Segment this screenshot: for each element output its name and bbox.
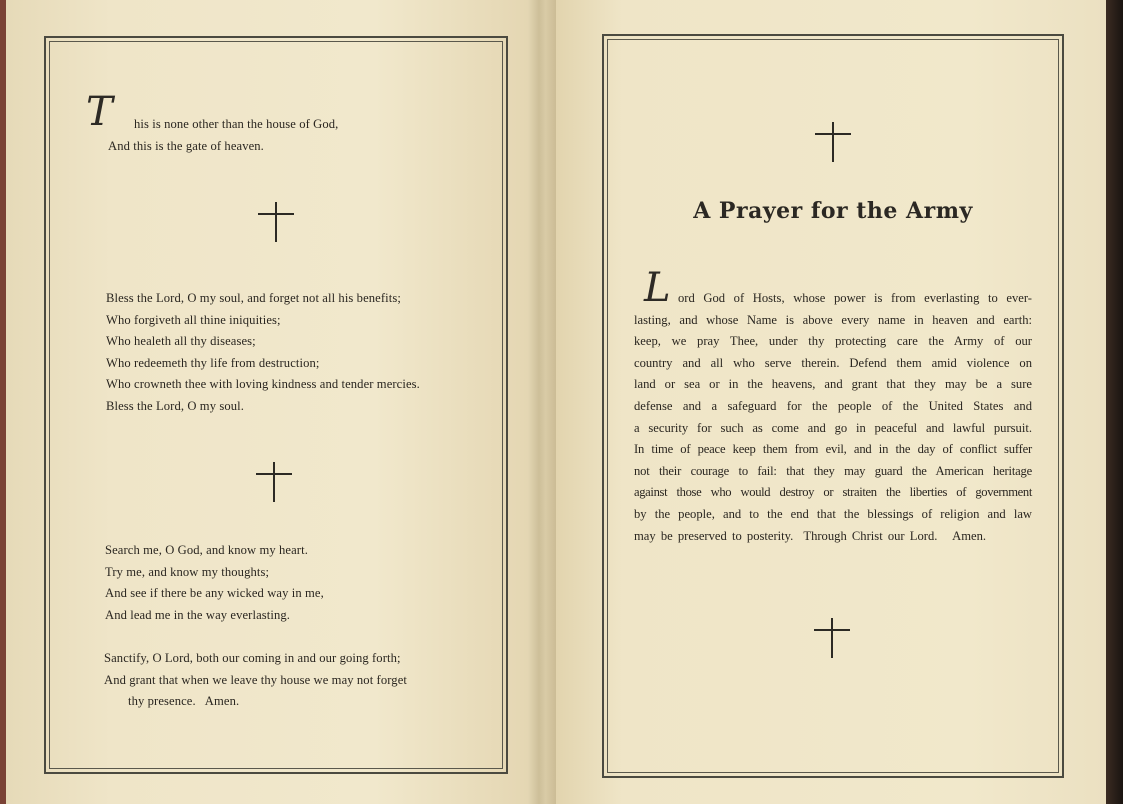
verse-line: Sanctify, O Lord, both our coming in and our going forth; [104, 651, 401, 665]
cross-icon [815, 122, 851, 162]
verse-line: And grant that when we leave thy house we may not forget [104, 672, 407, 687]
verse-search-me [105, 540, 324, 626]
prayer-text [634, 288, 1032, 547]
prayer-line: defense and a safeguard for the people of the United States and [634, 398, 1032, 413]
cross-icon [814, 618, 850, 658]
book-cover-edge-right [1106, 0, 1123, 804]
verse-line: Who redeemeth thy life from destruction; [106, 355, 320, 370]
verse-line: And lead me in the way everlasting. [105, 607, 291, 622]
prayer-line: country and all who serve therein. Defend them amid violence on [634, 355, 1032, 370]
prayer-line: not their courage to fail: that they may guard the American heritage [634, 463, 1032, 478]
prayer-line: by the people, and to the end that the blessings of religion and law [634, 506, 1032, 521]
cross-icon [256, 462, 292, 502]
prayer-line: may be preserved to posterity. Through Christ our Lord. Amen. [634, 528, 987, 543]
verse-gate-of-heaven [108, 136, 264, 158]
left-dropcap: T [86, 89, 113, 135]
verse-line: And this is the gate of heaven. [108, 138, 264, 153]
prayer-line: keep, we pray Thee, under thy protecting care the Army of our [634, 334, 1032, 349]
prayer-line: ord God of Hosts, whose power is from everlasting to ever- [678, 291, 1032, 305]
right-dropcap: L [644, 265, 671, 311]
prayer-line: a security for such as come and go in peaceful and lawful pursuit. [634, 420, 1032, 435]
prayer-line: land or sea or in the heavens, and grant that they may be a sure [634, 377, 1032, 392]
verse-line: And see if there be any wicked way in me, [105, 586, 324, 601]
cross-icon [258, 202, 294, 242]
verse-line: his is none other than the house of God, [134, 117, 339, 131]
verse-house-of-god [134, 114, 338, 136]
verse-bless-the-lord [106, 288, 420, 418]
verse-line: Who forgiveth all thine iniquities; [106, 312, 281, 327]
verse-line: Bless the Lord, O my soul, and forget not all his benefits; [106, 291, 401, 305]
verse-line: thy presence. Amen. [128, 694, 240, 709]
prayer-line: lasting, and whose Name is above every name in heaven and earth: [634, 312, 1032, 327]
verse-line: Who healeth all thy diseases; [106, 334, 256, 349]
prayer-line: against those who would destroy or straiten the liberties of government [634, 485, 1032, 500]
prayer-line: In time of peace keep them from evil, and in the day of conflict suffer [634, 442, 1032, 457]
prayer-title: A Prayer for the Army [693, 198, 973, 224]
verse-line: Search me, O God, and know my heart. [105, 543, 308, 557]
verse-line: Who crowneth thee with loving kindness and tender mercies. [106, 377, 420, 392]
verse-line: Bless the Lord, O my soul. [106, 398, 244, 413]
verse-sanctify [104, 648, 407, 713]
verse-line: Try me, and know my thoughts; [105, 564, 270, 579]
